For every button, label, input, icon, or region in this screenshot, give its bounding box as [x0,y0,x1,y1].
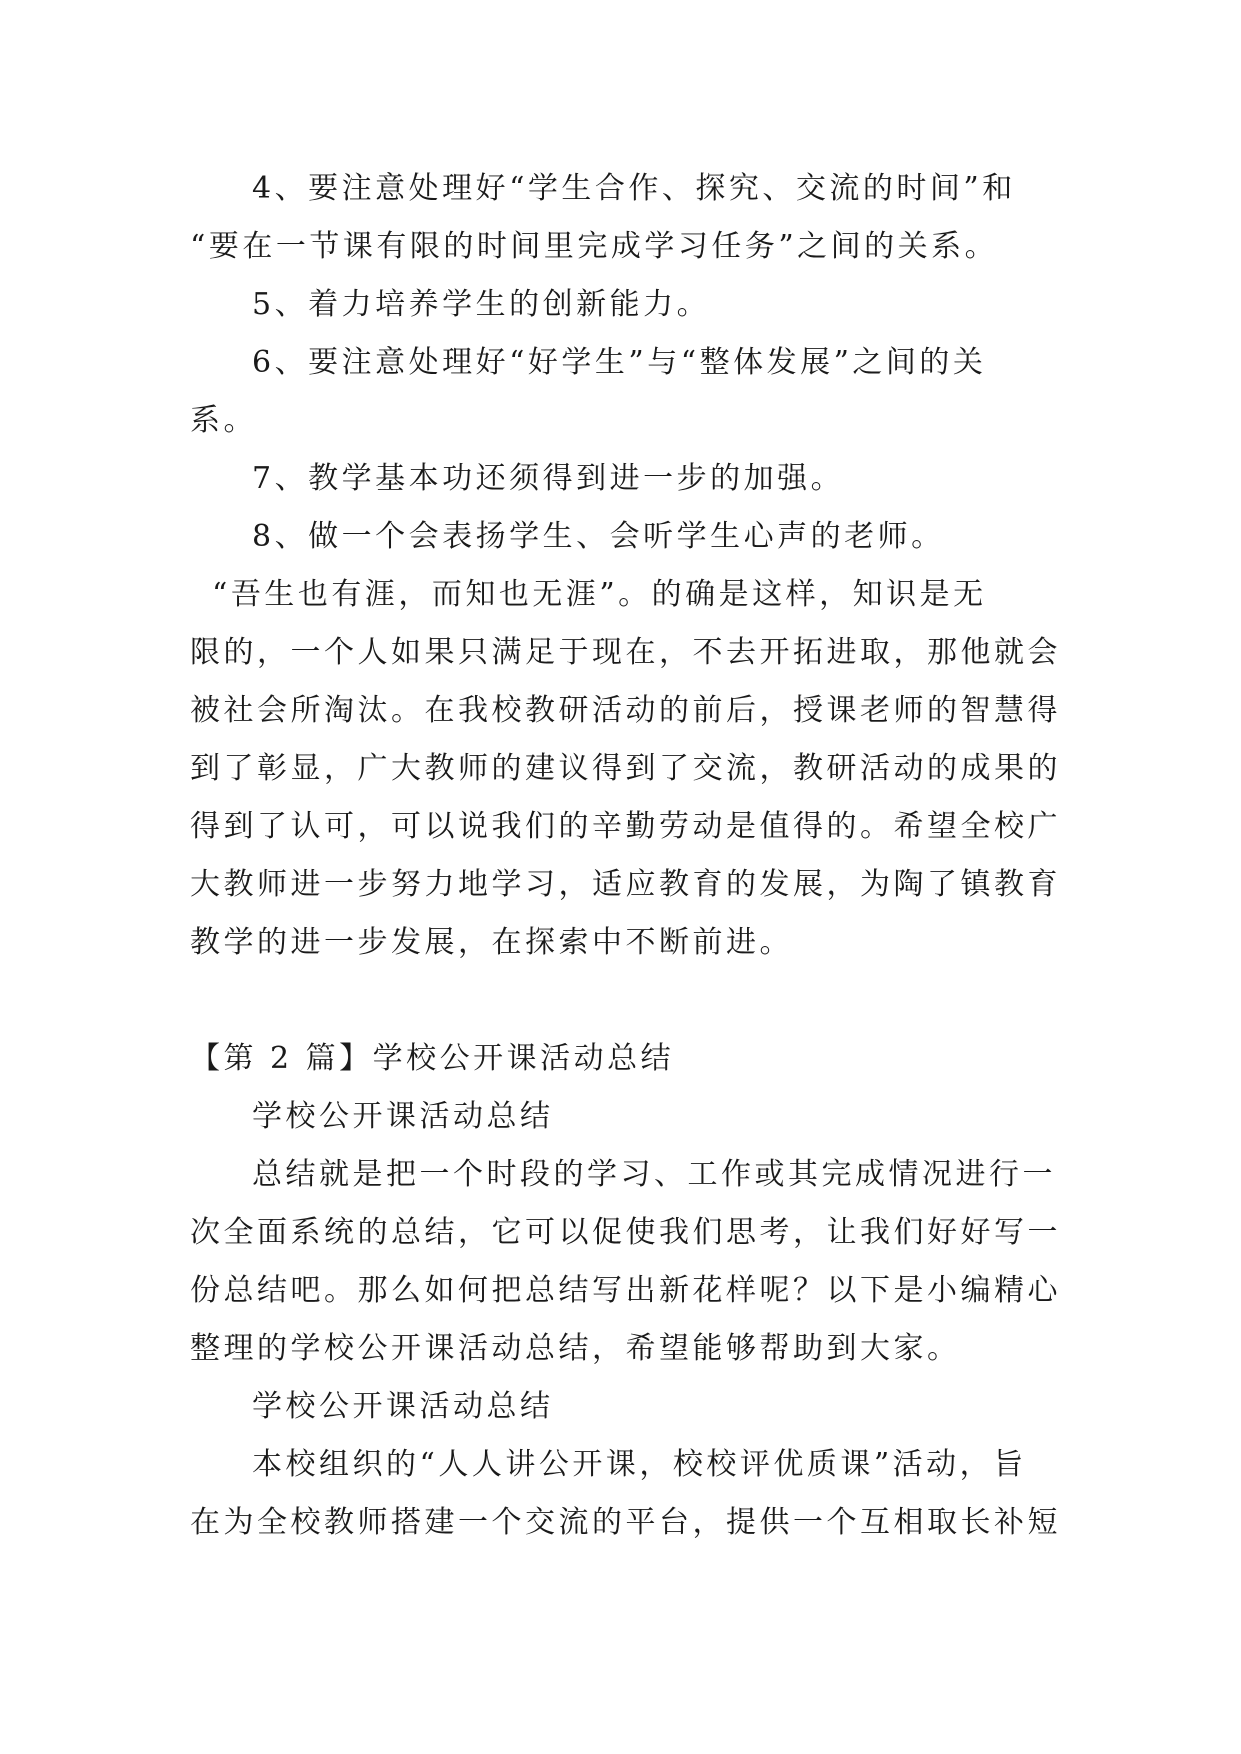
paragraph-line: “吾生也有涯，而知也无涯”。的确是这样，知识是无 [212,577,987,612]
paragraph-line: “要在一节课有限的时间里完成学习任务”之间的关系。 [190,229,999,264]
paragraph-line: 在为全校教师搭建一个交流的平台，提供一个互相取长补短 [190,1505,1061,1540]
article-title: 学校公开课活动总结 [252,1099,554,1134]
paragraph-line: 教学的进一步发展，在探索中不断前进。 [190,925,793,960]
section-gap [190,972,1050,1030]
paragraph-line: 本校组织的“人人讲公开课，校校评优质课”活动，旨 [252,1447,1027,1482]
paragraph-line: 份总结吧。那么如何把总结写出新花样呢？以下是小编精心 [190,1273,1061,1308]
paragraph-line: 5、着力培养学生的创新能力。 [252,287,711,322]
paragraph-line: 被社会所淘汰。在我校教研活动的前后，授课老师的智慧得 [190,693,1061,728]
paragraph-line: 7、教学基本功还须得到进一步的加强。 [252,461,845,496]
paragraph-line: 4、要注意处理好“学生合作、探究、交流的时间”和 [252,171,1016,206]
paragraph-line: 大教师进一步努力地学习，适应教育的发展，为陶了镇教育 [190,867,1061,902]
paragraph-line: 次全面系统的总结，它可以促使我们思考，让我们好好写一 [190,1215,1061,1250]
paragraph-line: 6、要注意处理好“好学生”与“整体发展”之间的关 [252,345,987,380]
paragraph-line: 系。 [190,403,257,438]
paragraph-line: 得到了认可，可以说我们的辛勤劳动是值得的。希望全校广 [190,809,1061,844]
paragraph-line: 总结就是把一个时段的学习、工作或其完成情况进行一 [252,1157,1056,1192]
document-body [190,160,1061,1552]
paragraph-line: 到了彰显，广大教师的建议得到了交流，教研活动的成果的 [190,751,1061,786]
paragraph-line: 8、做一个会表扬学生、会听学生心声的老师。 [252,519,945,554]
paragraph-line: 限的，一个人如果只满足于现在，不去开拓进取，那他就会 [190,635,1061,670]
subheading: 学校公开课活动总结 [252,1389,554,1424]
section-heading: 【第 2 篇】学校公开课活动总结 [190,1041,675,1076]
paragraph-line: 整理的学校公开课活动总结，希望能够帮助到大家。 [190,1331,961,1366]
